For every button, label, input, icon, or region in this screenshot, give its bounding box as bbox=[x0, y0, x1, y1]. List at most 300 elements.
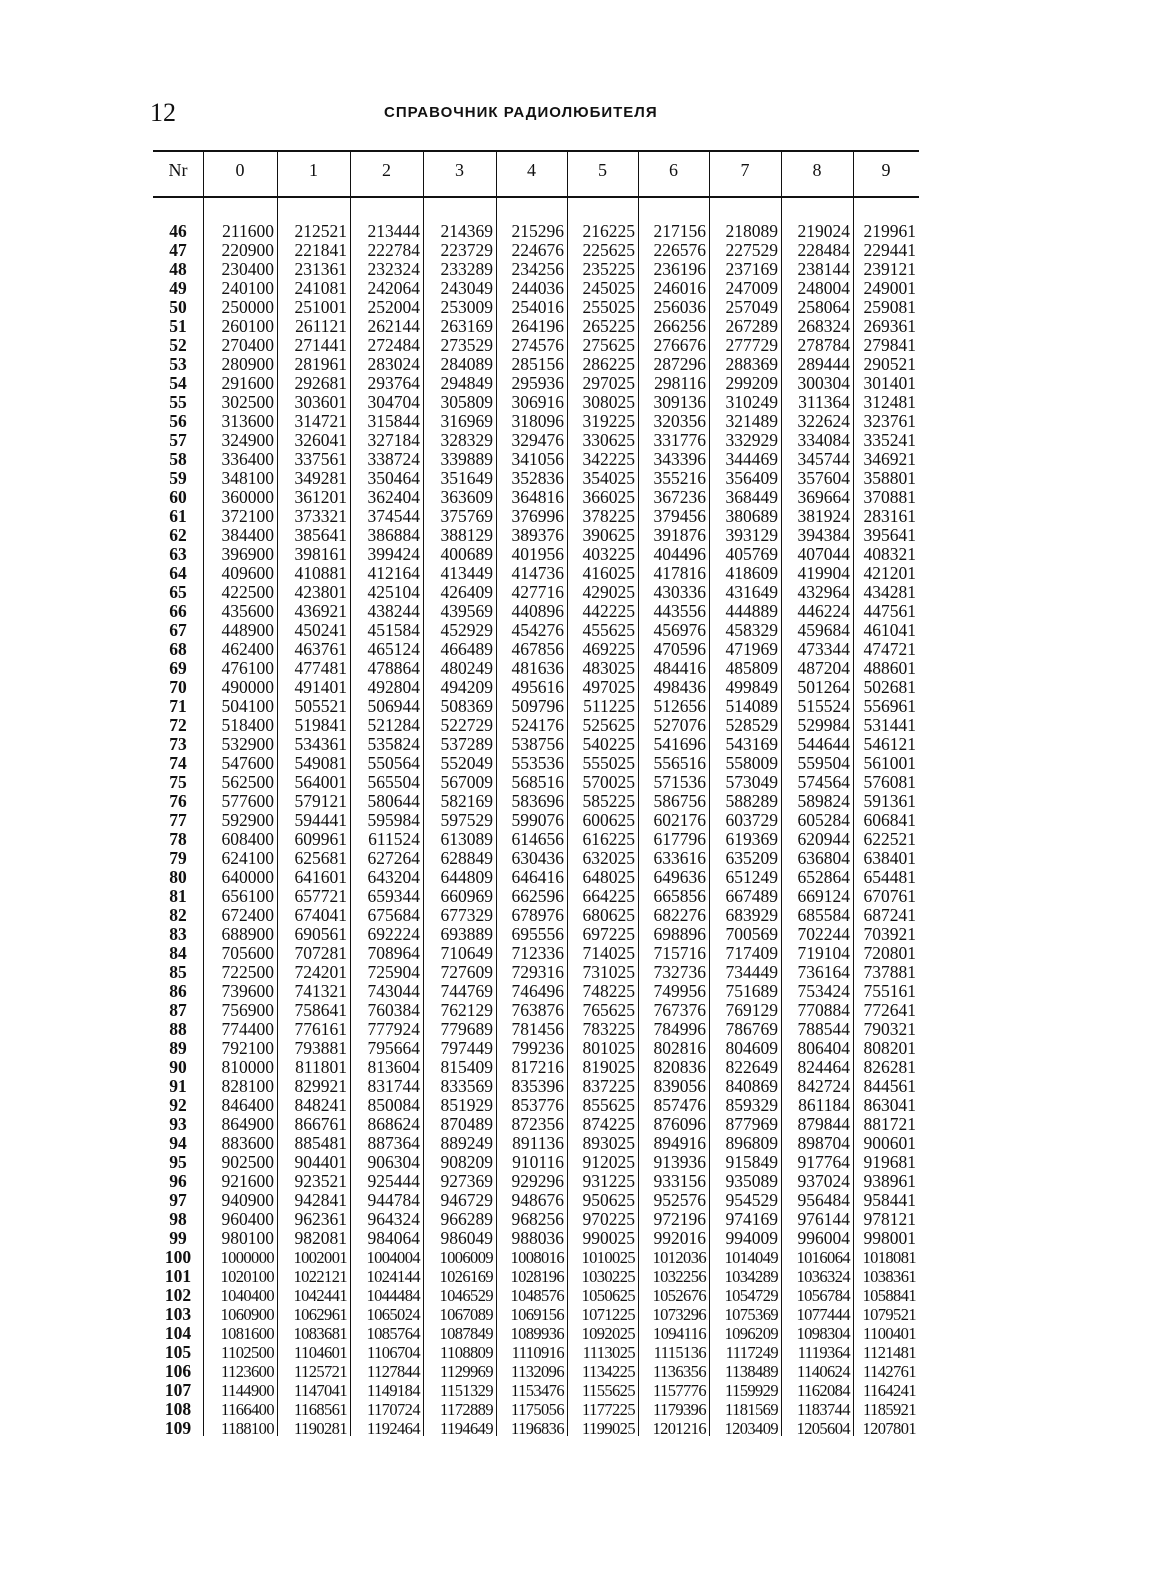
table-row bbox=[153, 507, 919, 526]
square-value: 455625 bbox=[582, 620, 635, 640]
row-number: 92 bbox=[169, 1095, 187, 1115]
square-value: 776161 bbox=[294, 1019, 347, 1039]
square-value: 399424 bbox=[367, 544, 420, 564]
square-value: 753424 bbox=[797, 981, 850, 1001]
square-value: 502681 bbox=[863, 677, 916, 697]
square-value: 471969 bbox=[725, 639, 778, 659]
square-value: 316969 bbox=[440, 411, 493, 431]
square-value: 844561 bbox=[863, 1076, 916, 1096]
square-value: 271441 bbox=[294, 335, 347, 355]
table-row bbox=[153, 1020, 919, 1039]
square-value: 385641 bbox=[294, 525, 347, 545]
square-value: 497025 bbox=[582, 677, 635, 697]
square-value: 272484 bbox=[367, 335, 420, 355]
square-value: 826281 bbox=[863, 1057, 916, 1077]
table-row bbox=[153, 1001, 919, 1020]
square-value: 801025 bbox=[582, 1038, 635, 1058]
row-number: 49 bbox=[169, 278, 187, 298]
square-value: 452929 bbox=[440, 620, 493, 640]
square-value: 898704 bbox=[797, 1133, 850, 1153]
row-number: 105 bbox=[164, 1342, 192, 1362]
square-value: 454276 bbox=[511, 620, 564, 640]
square-value: 611524 bbox=[368, 829, 420, 849]
square-value: 974169 bbox=[725, 1209, 778, 1229]
square-value: 478864 bbox=[367, 658, 420, 678]
square-value: 781456 bbox=[511, 1019, 564, 1039]
square-value: 891136 bbox=[512, 1133, 564, 1153]
square-value: 595984 bbox=[367, 810, 420, 830]
square-value: 229441 bbox=[863, 240, 916, 260]
square-value: 837225 bbox=[582, 1076, 635, 1096]
square-value: 970225 bbox=[582, 1209, 635, 1229]
square-value: 793881 bbox=[294, 1038, 347, 1058]
square-value: 577600 bbox=[221, 791, 274, 811]
table-row bbox=[153, 317, 919, 336]
square-value: 435600 bbox=[221, 601, 274, 621]
header-digit: 0 bbox=[235, 160, 245, 180]
square-value: 879844 bbox=[797, 1114, 850, 1134]
square-value: 1203409 bbox=[724, 1419, 778, 1438]
square-value: 541696 bbox=[653, 734, 706, 754]
table-row bbox=[153, 1096, 919, 1115]
square-value: 334084 bbox=[797, 430, 850, 450]
square-value: 900601 bbox=[863, 1133, 916, 1153]
square-value: 972196 bbox=[653, 1209, 706, 1229]
square-value: 605284 bbox=[797, 810, 850, 830]
square-value: 863041 bbox=[863, 1095, 916, 1115]
square-value: 1054729 bbox=[724, 1286, 778, 1305]
square-value: 430336 bbox=[653, 582, 706, 602]
square-value: 485809 bbox=[725, 658, 778, 678]
square-value: 426409 bbox=[440, 582, 493, 602]
square-value: 628849 bbox=[440, 848, 493, 868]
square-value: 1117249 bbox=[725, 1343, 778, 1362]
square-value: 937024 bbox=[797, 1171, 850, 1191]
square-value: 648025 bbox=[582, 867, 635, 887]
square-value: 1020100 bbox=[220, 1267, 274, 1286]
table-row bbox=[153, 355, 919, 374]
square-value: 571536 bbox=[653, 772, 706, 792]
square-value: 483025 bbox=[582, 658, 635, 678]
square-value: 1062961 bbox=[293, 1305, 347, 1324]
row-number: 101 bbox=[164, 1266, 192, 1286]
row-number: 80 bbox=[169, 867, 187, 887]
square-value: 568516 bbox=[511, 772, 564, 792]
row-number: 62 bbox=[169, 525, 187, 545]
table-row bbox=[153, 1077, 919, 1096]
square-value: 330625 bbox=[582, 430, 635, 450]
square-value: 675684 bbox=[367, 905, 420, 925]
square-value: 802816 bbox=[653, 1038, 706, 1058]
square-value: 570025 bbox=[582, 772, 635, 792]
square-value: 1149184 bbox=[367, 1381, 420, 1400]
square-value: 717409 bbox=[725, 943, 778, 963]
square-value: 677329 bbox=[440, 905, 493, 925]
square-value: 625681 bbox=[294, 848, 347, 868]
square-value: 370881 bbox=[863, 487, 916, 507]
square-value: 1087849 bbox=[439, 1324, 493, 1343]
square-value: 630436 bbox=[511, 848, 564, 868]
square-value: 772641 bbox=[863, 1000, 916, 1020]
header-digit: 9 bbox=[881, 160, 891, 180]
square-value: 328329 bbox=[440, 430, 493, 450]
square-value: 602176 bbox=[653, 810, 706, 830]
square-value: 456976 bbox=[653, 620, 706, 640]
table-row bbox=[153, 260, 919, 279]
table-row bbox=[153, 830, 919, 849]
square-value: 1125721 bbox=[294, 1362, 347, 1381]
square-value: 292681 bbox=[294, 373, 347, 393]
row-number: 87 bbox=[169, 1000, 187, 1020]
square-value: 250000 bbox=[221, 297, 274, 317]
square-value: 1138489 bbox=[725, 1362, 778, 1381]
square-value: 532900 bbox=[221, 734, 274, 754]
row-number: 86 bbox=[169, 981, 187, 1001]
table-row bbox=[153, 716, 919, 735]
square-value: 284089 bbox=[440, 354, 493, 374]
square-value: 564001 bbox=[294, 772, 347, 792]
square-value: 698896 bbox=[653, 924, 706, 944]
row-number: 96 bbox=[169, 1171, 187, 1191]
square-value: 299209 bbox=[725, 373, 778, 393]
square-value: 349281 bbox=[294, 468, 347, 488]
square-value: 583696 bbox=[511, 791, 564, 811]
square-value: 391876 bbox=[653, 525, 706, 545]
square-value: 722500 bbox=[221, 962, 274, 982]
row-number: 98 bbox=[169, 1209, 187, 1229]
square-value: 770884 bbox=[797, 1000, 850, 1020]
square-value: 501264 bbox=[797, 677, 850, 697]
square-value: 659344 bbox=[367, 886, 420, 906]
square-value: 262144 bbox=[367, 316, 420, 336]
square-value: 280900 bbox=[221, 354, 274, 374]
square-value: 232324 bbox=[367, 259, 420, 279]
square-value: 678976 bbox=[511, 905, 564, 925]
square-value: 463761 bbox=[294, 639, 347, 659]
row-number: 83 bbox=[169, 924, 187, 944]
square-value: 729316 bbox=[511, 962, 564, 982]
square-value: 984064 bbox=[367, 1228, 420, 1248]
square-value: 1004004 bbox=[366, 1248, 420, 1267]
square-value: 664225 bbox=[582, 886, 635, 906]
square-value: 549081 bbox=[294, 753, 347, 773]
square-value: 1042441 bbox=[293, 1286, 347, 1305]
square-value: 599076 bbox=[511, 810, 564, 830]
table-row bbox=[153, 583, 919, 602]
square-value: 1123600 bbox=[221, 1362, 274, 1381]
row-number: 55 bbox=[169, 392, 187, 412]
square-value: 236196 bbox=[653, 259, 706, 279]
square-value: 534361 bbox=[294, 734, 347, 754]
square-value: 881721 bbox=[863, 1114, 916, 1134]
square-value: 499849 bbox=[725, 677, 778, 697]
square-value: 212521 bbox=[294, 221, 347, 241]
square-value: 1026169 bbox=[439, 1267, 493, 1286]
square-value: 1056784 bbox=[796, 1286, 850, 1305]
square-value: 591361 bbox=[863, 791, 916, 811]
square-value: 360000 bbox=[221, 487, 274, 507]
square-value: 912025 bbox=[582, 1152, 635, 1172]
row-number: 53 bbox=[169, 354, 187, 374]
square-value: 440896 bbox=[511, 601, 564, 621]
square-value: 230400 bbox=[221, 259, 274, 279]
square-value: 910116 bbox=[512, 1152, 564, 1172]
square-value: 938961 bbox=[863, 1171, 916, 1191]
square-value: 1194649 bbox=[440, 1419, 493, 1438]
squares-table bbox=[153, 150, 919, 1436]
row-number: 65 bbox=[169, 582, 187, 602]
square-value: 519841 bbox=[294, 715, 347, 735]
table-row bbox=[153, 659, 919, 678]
square-value: 1196836 bbox=[511, 1419, 564, 1438]
square-value: 1092025 bbox=[581, 1324, 635, 1343]
square-value: 242064 bbox=[367, 278, 420, 298]
square-value: 322624 bbox=[797, 411, 850, 431]
square-value: 476100 bbox=[221, 658, 274, 678]
square-value: 467856 bbox=[511, 639, 564, 659]
square-value: 303601 bbox=[294, 392, 347, 412]
table-row bbox=[153, 735, 919, 754]
header-nr: Nr bbox=[168, 160, 188, 180]
square-value: 374544 bbox=[367, 506, 420, 526]
square-value: 1024144 bbox=[366, 1267, 420, 1286]
square-value: 429025 bbox=[582, 582, 635, 602]
square-value: 339889 bbox=[440, 449, 493, 469]
row-number: 79 bbox=[169, 848, 187, 868]
square-value: 1115136 bbox=[653, 1343, 706, 1362]
square-value: 697225 bbox=[582, 924, 635, 944]
square-value: 580644 bbox=[367, 791, 420, 811]
square-value: 1006009 bbox=[439, 1248, 493, 1267]
square-value: 783225 bbox=[582, 1019, 635, 1039]
square-value: 258064 bbox=[797, 297, 850, 317]
square-value: 931225 bbox=[582, 1171, 635, 1191]
square-value: 1181569 bbox=[725, 1400, 778, 1419]
square-value: 579121 bbox=[294, 791, 347, 811]
square-value: 277729 bbox=[725, 335, 778, 355]
square-value: 756900 bbox=[221, 1000, 274, 1020]
square-value: 228484 bbox=[797, 240, 850, 260]
row-number: 54 bbox=[169, 373, 187, 393]
square-value: 586756 bbox=[653, 791, 706, 811]
square-value: 396900 bbox=[221, 544, 274, 564]
row-number: 60 bbox=[169, 487, 187, 507]
table-row bbox=[153, 1134, 919, 1153]
square-value: 403225 bbox=[582, 544, 635, 564]
table-row bbox=[153, 412, 919, 431]
square-value: 498436 bbox=[653, 677, 706, 697]
square-value: 948676 bbox=[511, 1190, 564, 1210]
square-value: 1038361 bbox=[862, 1267, 916, 1286]
table-row bbox=[153, 241, 919, 260]
row-number: 97 bbox=[169, 1190, 187, 1210]
header-digit: 3 bbox=[455, 160, 464, 180]
square-value: 524176 bbox=[511, 715, 564, 735]
row-number: 72 bbox=[169, 715, 187, 735]
square-value: 833569 bbox=[440, 1076, 493, 1096]
row-number: 93 bbox=[169, 1114, 187, 1134]
square-value: 265225 bbox=[582, 316, 635, 336]
square-value: 877969 bbox=[725, 1114, 778, 1134]
square-value: 462400 bbox=[221, 639, 274, 659]
square-value: 1028196 bbox=[510, 1267, 564, 1286]
table-row bbox=[153, 1210, 919, 1229]
square-value: 813604 bbox=[367, 1057, 420, 1077]
square-value: 806404 bbox=[797, 1038, 850, 1058]
square-value: 944784 bbox=[367, 1190, 420, 1210]
square-value: 998001 bbox=[863, 1228, 916, 1248]
square-value: 790321 bbox=[863, 1019, 916, 1039]
row-number: 77 bbox=[169, 810, 187, 830]
square-value: 574564 bbox=[797, 772, 850, 792]
square-value: 715716 bbox=[653, 943, 706, 963]
square-value: 700569 bbox=[725, 924, 778, 944]
square-value: 425104 bbox=[367, 582, 420, 602]
square-value: 942841 bbox=[294, 1190, 347, 1210]
square-value: 641601 bbox=[294, 867, 347, 887]
square-value: 373321 bbox=[294, 506, 347, 526]
square-value: 748225 bbox=[582, 981, 635, 1001]
square-value: 285156 bbox=[511, 354, 564, 374]
table-row bbox=[153, 982, 919, 1001]
square-value: 592900 bbox=[221, 810, 274, 830]
square-value: 1157776 bbox=[653, 1381, 706, 1400]
square-value: 321489 bbox=[725, 411, 778, 431]
table-row bbox=[153, 222, 919, 241]
row-number: 106 bbox=[164, 1361, 192, 1381]
square-value: 946729 bbox=[440, 1190, 493, 1210]
square-value: 269361 bbox=[863, 316, 916, 336]
square-value: 576081 bbox=[863, 772, 916, 792]
square-value: 904401 bbox=[294, 1152, 347, 1172]
square-value: 804609 bbox=[725, 1038, 778, 1058]
square-value: 346921 bbox=[863, 449, 916, 469]
square-value: 218089 bbox=[725, 221, 778, 241]
square-value: 1012036 bbox=[652, 1248, 706, 1267]
square-value: 283024 bbox=[367, 354, 420, 374]
square-value: 896809 bbox=[725, 1133, 778, 1153]
header-digit: 2 bbox=[382, 160, 391, 180]
square-value: 1106704 bbox=[367, 1343, 420, 1362]
square-value: 573049 bbox=[725, 772, 778, 792]
square-value: 662596 bbox=[511, 886, 564, 906]
square-value: 417816 bbox=[653, 563, 706, 583]
square-value: 270400 bbox=[221, 335, 274, 355]
square-value: 921600 bbox=[221, 1171, 274, 1191]
square-value: 1170724 bbox=[367, 1400, 420, 1419]
square-value: 556961 bbox=[863, 696, 916, 716]
square-value: 744769 bbox=[440, 981, 493, 1001]
table-row bbox=[153, 621, 919, 640]
square-value: 234256 bbox=[511, 259, 564, 279]
square-value: 906304 bbox=[367, 1152, 420, 1172]
square-value: 1060900 bbox=[220, 1305, 274, 1324]
square-value: 558009 bbox=[725, 753, 778, 773]
square-value: 632025 bbox=[582, 848, 635, 868]
square-value: 1159929 bbox=[725, 1381, 778, 1400]
table-row bbox=[153, 1153, 919, 1172]
square-value: 261121 bbox=[295, 316, 347, 336]
square-value: 850084 bbox=[367, 1095, 420, 1115]
square-value: 1185921 bbox=[863, 1400, 916, 1419]
square-value: 386884 bbox=[367, 525, 420, 545]
row-number: 90 bbox=[169, 1057, 187, 1077]
square-value: 1034289 bbox=[724, 1267, 778, 1286]
square-value: 490000 bbox=[221, 677, 274, 697]
row-number: 48 bbox=[169, 259, 187, 279]
square-value: 469225 bbox=[582, 639, 635, 659]
square-value: 410881 bbox=[294, 563, 347, 583]
square-value: 550564 bbox=[367, 753, 420, 773]
table-row bbox=[153, 393, 919, 412]
row-number: 75 bbox=[169, 772, 187, 792]
square-value: 1083681 bbox=[293, 1324, 347, 1343]
square-value: 215296 bbox=[511, 221, 564, 241]
square-value: 861184 bbox=[798, 1095, 850, 1115]
square-value: 276676 bbox=[653, 335, 706, 355]
square-value: 1175056 bbox=[511, 1400, 564, 1419]
square-value: 487204 bbox=[797, 658, 850, 678]
square-value: 1188100 bbox=[221, 1419, 274, 1438]
square-value: 369664 bbox=[797, 487, 850, 507]
square-value: 320356 bbox=[653, 411, 706, 431]
square-value: 419904 bbox=[797, 563, 850, 583]
table-row bbox=[153, 1115, 919, 1134]
square-value: 1104601 bbox=[294, 1343, 347, 1362]
square-value: 822649 bbox=[725, 1057, 778, 1077]
square-value: 343396 bbox=[653, 449, 706, 469]
square-value: 741321 bbox=[294, 981, 347, 1001]
square-value: 638401 bbox=[863, 848, 916, 868]
row-number: 107 bbox=[164, 1380, 192, 1400]
square-value: 404496 bbox=[653, 544, 706, 564]
square-value: 876096 bbox=[653, 1114, 706, 1134]
square-value: 1153476 bbox=[511, 1381, 564, 1400]
square-value: 223729 bbox=[440, 240, 493, 260]
square-value: 614656 bbox=[511, 829, 564, 849]
square-value: 585225 bbox=[582, 791, 635, 811]
square-value: 831744 bbox=[367, 1076, 420, 1096]
square-value: 312481 bbox=[863, 392, 916, 412]
square-value: 1071225 bbox=[581, 1305, 635, 1324]
row-number: 81 bbox=[169, 886, 187, 906]
square-value: 244036 bbox=[511, 278, 564, 298]
square-value: 1199025 bbox=[582, 1419, 635, 1438]
square-value: 254016 bbox=[511, 297, 564, 317]
table-row bbox=[153, 564, 919, 583]
square-value: 237169 bbox=[725, 259, 778, 279]
square-value: 338724 bbox=[367, 449, 420, 469]
square-value: 484416 bbox=[653, 658, 706, 678]
square-value: 883600 bbox=[221, 1133, 274, 1153]
header-digit: 6 bbox=[669, 160, 678, 180]
square-value: 447561 bbox=[863, 601, 916, 621]
square-value: 690561 bbox=[294, 924, 347, 944]
square-value: 988036 bbox=[511, 1228, 564, 1248]
square-value: 1201216 bbox=[652, 1419, 706, 1438]
square-value: 657721 bbox=[294, 886, 347, 906]
table-row bbox=[153, 1267, 919, 1286]
square-value: 1089936 bbox=[510, 1324, 564, 1343]
square-value: 256036 bbox=[653, 297, 706, 317]
square-value: 421201 bbox=[863, 563, 916, 583]
table-row bbox=[153, 1191, 919, 1210]
row-number: 78 bbox=[169, 829, 187, 849]
row-number: 70 bbox=[169, 677, 187, 697]
square-value: 556516 bbox=[653, 753, 706, 773]
square-value: 964324 bbox=[367, 1209, 420, 1229]
square-value: 362404 bbox=[367, 487, 420, 507]
